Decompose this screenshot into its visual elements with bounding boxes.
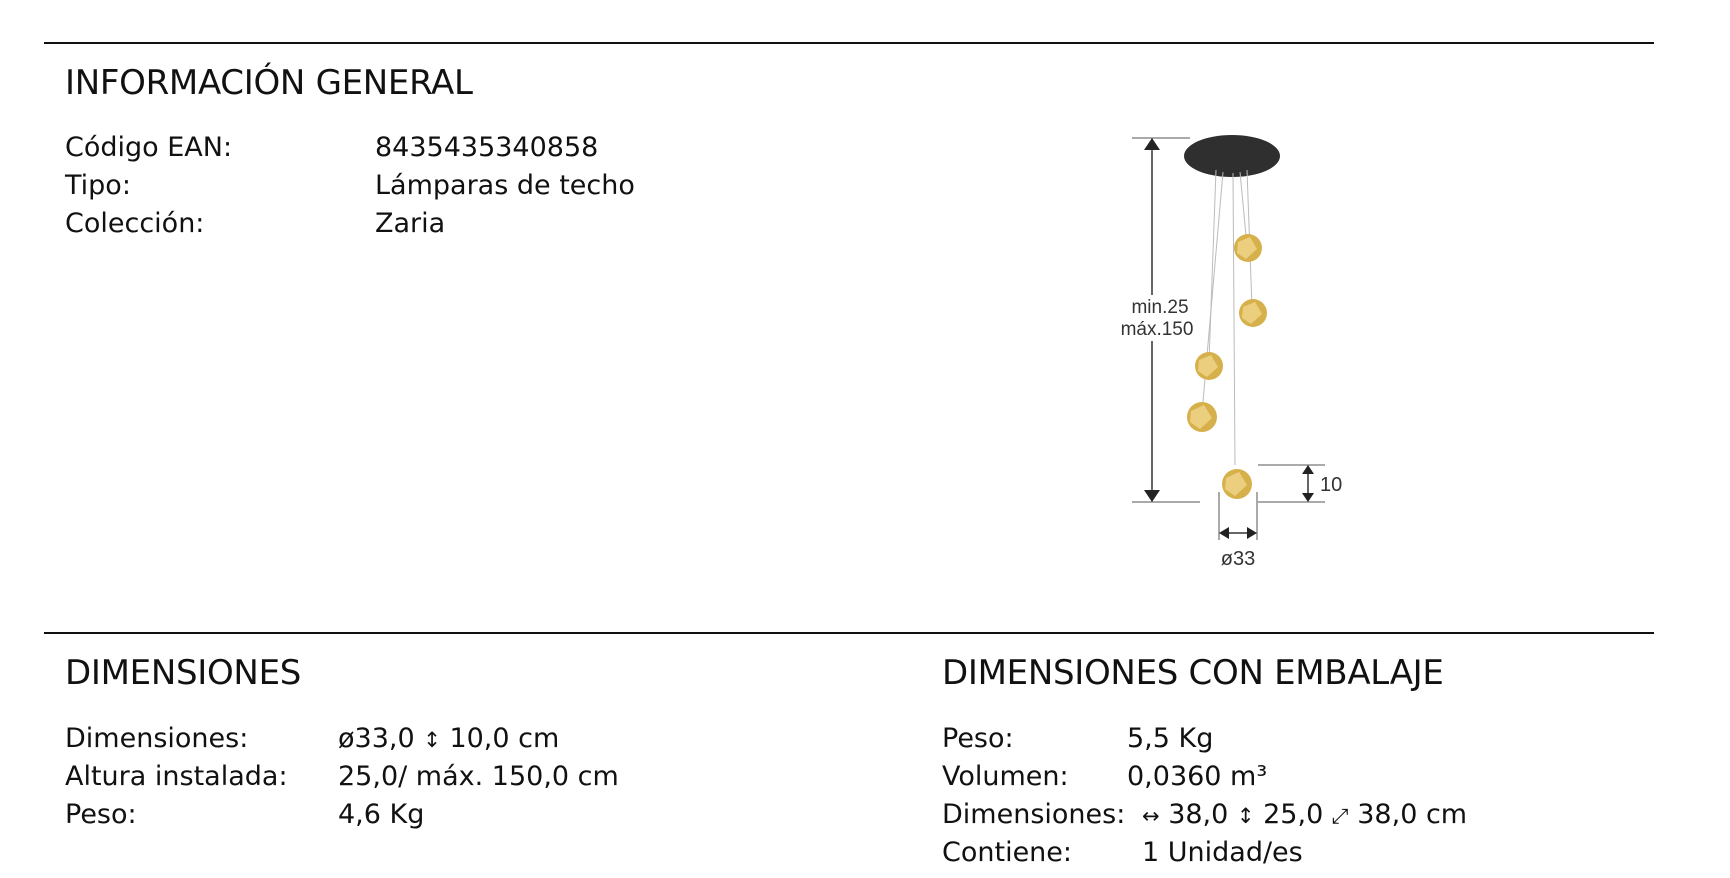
pack-depth-value: 38,0 cm [1357,799,1468,830]
globe-height-label: 10 [1320,474,1343,496]
general-info-title: INFORMACIÓN GENERAL [65,63,473,103]
info-label: Tipo: [65,170,131,201]
pack-label: Peso: [942,723,1014,754]
crystal-globe [1195,352,1223,380]
height-arrowhead-bottom [1144,490,1160,502]
pack-label: Dimensiones: [942,799,1126,830]
pack-height-value: 25,0 [1263,799,1324,830]
diameter-arrowhead-left [1219,527,1229,539]
info-label: Colección: [65,208,205,239]
info-value: Zaria [375,208,446,239]
pack-label: Volumen: [942,761,1069,792]
crystal-globe [1222,469,1252,499]
diameter-label: ø33 [1220,548,1256,570]
height-arrow-icon: ↕ [423,728,441,752]
pack-value: 0,0360 m³ [1127,761,1268,792]
crystal-globe [1239,299,1267,327]
dim-label: Dimensiones: [65,723,249,754]
crystal-globe [1187,402,1217,432]
packaging-title: DIMENSIONES CON EMBALAJE [942,653,1444,693]
info-value: Lámparas de techo [375,170,635,201]
suspension-cable [1233,173,1235,465]
dim-label: Altura instalada: [65,761,288,792]
height-arrow-icon: ↕ [1236,804,1255,828]
depth-arrow-icon: ⤢ [1331,804,1349,828]
pack-value: 5,5 Kg [1127,723,1214,754]
info-label: Código EAN: [65,132,233,163]
width-arrow-icon: ↔ [1142,804,1160,828]
dim-value [338,725,559,752]
height-arrowhead-top [1144,138,1160,150]
dim-diameter-value: ø33,0 [338,723,415,754]
pack-width-value: 38,0 [1168,799,1229,830]
top-divider [44,42,1654,44]
dim-label: Peso: [65,799,137,830]
dimensions-title: DIMENSIONES [65,653,302,693]
pack-value [1142,801,1467,828]
pack-label: Contiene: [942,837,1073,868]
dim-value: 25,0/ máx. 150,0 cm [338,761,619,792]
pack-value: 1 Unidad/es [1142,837,1303,868]
dim-value: 4,6 Kg [338,799,425,830]
mid-divider [44,632,1654,634]
diameter-arrowhead-right [1247,527,1257,539]
ceiling-canopy [1184,135,1280,177]
height-label-max: máx.150 [1120,319,1194,340]
globe-height-arrowhead-bottom [1302,493,1314,502]
lamp-dimension-diagram [1080,110,1370,580]
crystal-globe [1234,234,1262,262]
globe-height-arrowhead-top [1302,465,1314,474]
height-label-min: min.25 [1131,297,1189,318]
info-value: 8435435340858 [375,132,599,163]
dim-height-value: 10,0 cm [449,723,560,754]
